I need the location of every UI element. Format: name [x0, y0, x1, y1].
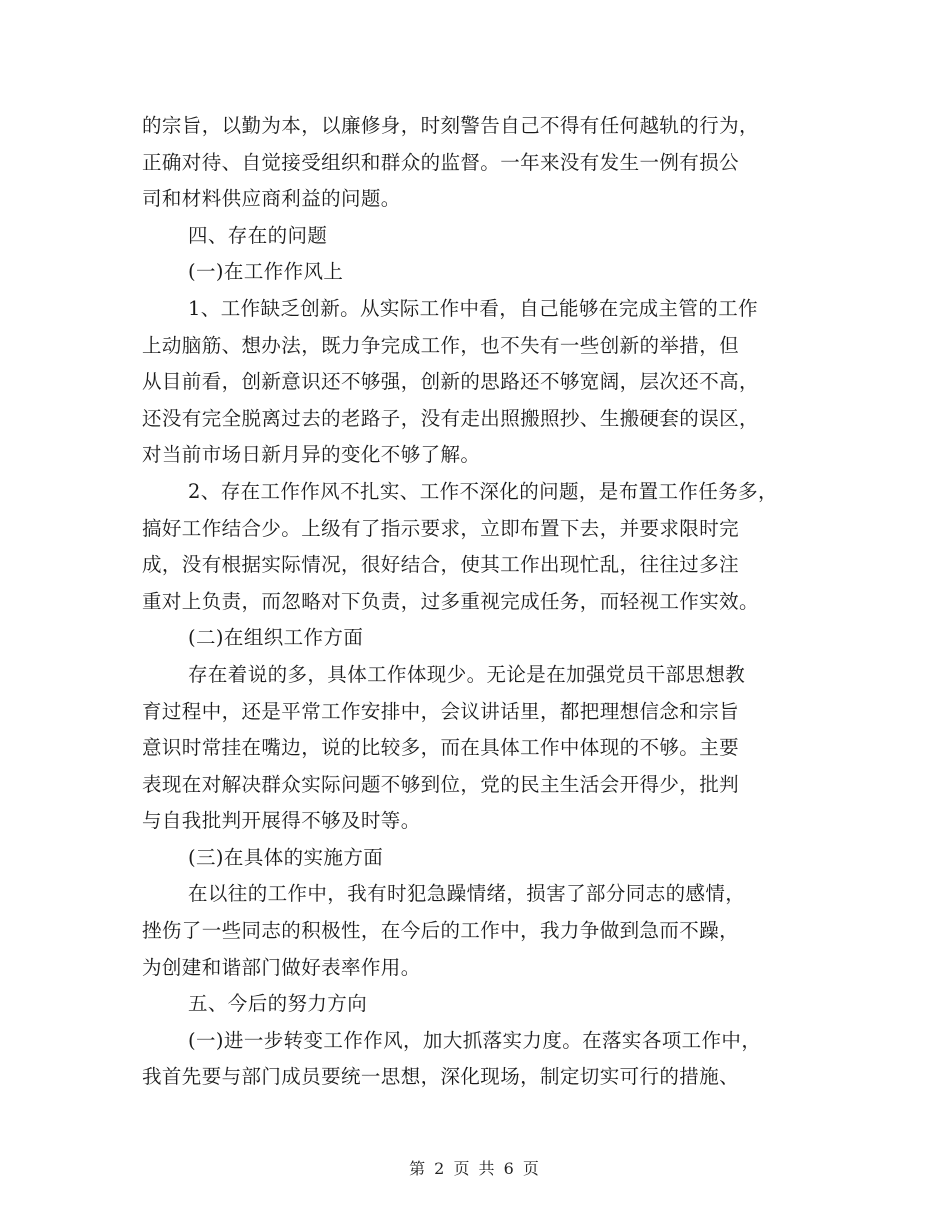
text-line: 与自我批判开展得不够及时等。	[142, 809, 421, 833]
subsection-heading: (一)在工作作风上	[188, 260, 344, 284]
text-line: 还没有完全脱离过去的老路子，没有走出照搬照抄、生搬硬套的误区，	[142, 406, 759, 430]
section-heading: 五、今后的努力方向	[188, 992, 368, 1016]
paragraph-first-line: (一)进一步转变工作作风，加大抓落实力度。在落实各项工作中，	[188, 1028, 762, 1052]
paragraph-first-line: 1、工作缺乏创新。从实际工作中看，自己能够在完成主管的工作	[188, 296, 759, 320]
paragraph-first-line: 存在着说的多，具体工作体现少。无论是在加强党员干部思想教	[188, 662, 746, 686]
page-number-footer: 第 2 页 共 6 页	[409, 1159, 541, 1178]
paragraph-first-line: 2、存在工作作风不扎实、工作不深化的问题，是布置工作任务多，	[188, 479, 778, 503]
subsection-heading: (三)在具体的实施方面	[188, 845, 384, 869]
paragraph-first-line: 在以往的工作中，我有时犯急躁情绪，损害了部分同志的感情，	[188, 882, 746, 906]
text-line: 为创建和谐部门做好表率作用。	[142, 955, 421, 979]
section-heading: 四、存在的问题	[188, 223, 328, 247]
text-line: 我首先要与部门成员要统一思想，深化现场，制定切实可行的措施、	[142, 1065, 740, 1089]
document-body	[142, 108, 822, 1096]
text-line: 的宗旨，以勤为本，以廉修身，时刻警告自己不得有任何越轨的行为，	[142, 114, 759, 137]
text-line: 成，没有根据实际情况，很好结合，使其工作出现忙乱，往往过多注	[142, 553, 740, 577]
text-line: 表现在对解决群众实际问题不够到位，党的民主生活会开得少，批判	[142, 772, 740, 796]
text-line: 正确对待、自觉接受组织和群众的监督。一年来没有发生一例有损公	[142, 150, 740, 174]
text-line: 重对上负责，而忽略对下负责，过多重视完成任务，而轻视工作实效。	[142, 589, 759, 613]
text-line: 从目前看，创新意识还不够强，创新的思路还不够宽阔，层次还不高，	[142, 370, 759, 394]
text-line: 育过程中，还是平常工作安排中，会议讲话里，都把理想信念和宗旨	[142, 699, 740, 723]
text-line: 上动脑筋、想办法，既力争完成工作，也不失有一些创新的举措，但	[142, 333, 740, 357]
text-line: 搞好工作结合少。上级有了指示要求，立即布置下去，并要求限时完	[142, 516, 740, 540]
text-line: 意识时常挂在嘴边，说的比较多，而在具体工作中体现的不够。主要	[142, 736, 740, 760]
subsection-heading: (二)在组织工作方面	[188, 626, 364, 650]
text-line: 挫伤了一些同志的积极性，在今后的工作中，我力争做到急而不躁，	[142, 919, 740, 943]
text-line: 司和材料供应商利益的问题。	[142, 187, 401, 211]
text-line: 对当前市场日新月异的变化不够了解。	[142, 443, 481, 467]
